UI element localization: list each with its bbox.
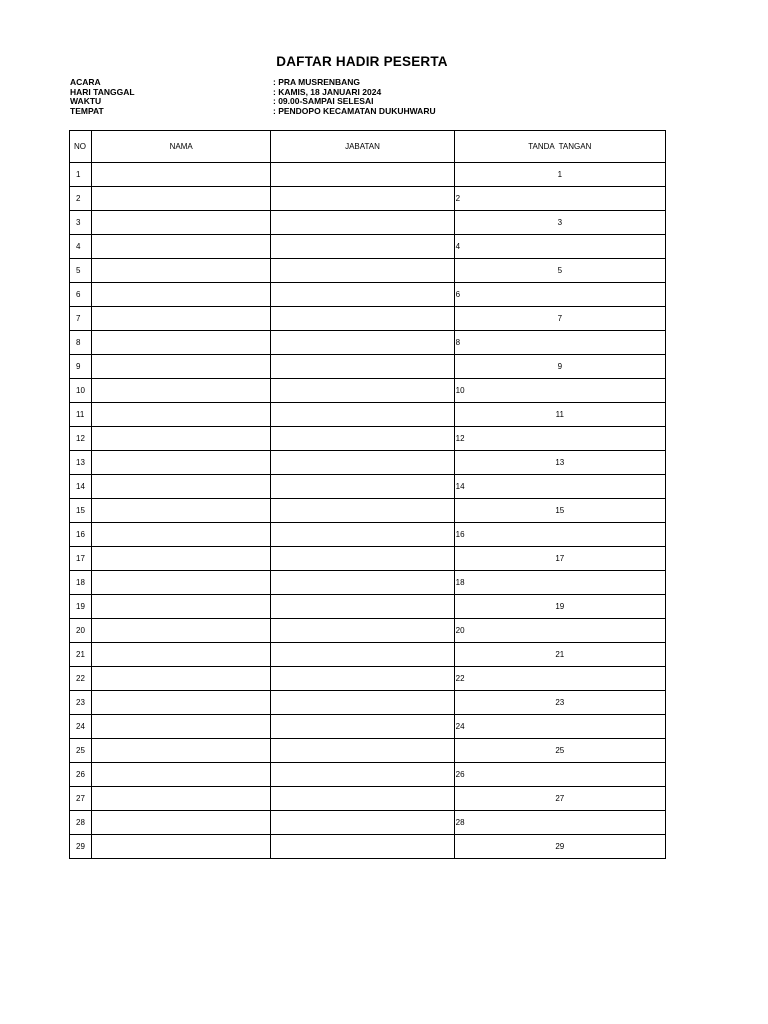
header-nama: NAMA (92, 131, 271, 163)
nama-cell[interactable] (92, 523, 271, 547)
info-value: : 09.00-SAMPAI SELESAI (273, 96, 374, 107)
row-number: 1 (70, 163, 92, 187)
jabatan-cell[interactable] (271, 355, 454, 379)
info-label: HARI TANGGAL (70, 86, 135, 97)
row-number: 22 (70, 667, 92, 691)
table-row (70, 691, 666, 715)
jabatan-cell[interactable] (271, 691, 454, 715)
signature-cell[interactable]: 9 (454, 355, 665, 379)
table-row (70, 163, 666, 187)
row-number: 28 (70, 811, 92, 835)
jabatan-cell[interactable] (271, 595, 454, 619)
jabatan-cell[interactable] (271, 307, 454, 331)
signature-cell[interactable]: 6 (454, 283, 665, 307)
nama-cell[interactable] (92, 451, 271, 475)
nama-cell[interactable] (92, 763, 271, 787)
row-number: 29 (70, 835, 92, 859)
jabatan-cell[interactable] (271, 259, 454, 283)
row-number: 9 (70, 355, 92, 379)
row-number: 21 (70, 643, 92, 667)
row-number: 23 (70, 691, 92, 715)
row-number: 8 (70, 331, 92, 355)
table-row (70, 379, 666, 403)
row-number: 15 (70, 499, 92, 523)
nama-cell[interactable] (92, 691, 271, 715)
table-row (70, 259, 666, 283)
row-number: 12 (70, 427, 92, 451)
row-number: 6 (70, 283, 92, 307)
row-number: 19 (70, 595, 92, 619)
jabatan-cell[interactable] (271, 235, 454, 259)
nama-cell[interactable] (92, 499, 271, 523)
table-body (70, 163, 666, 859)
jabatan-cell[interactable] (271, 571, 454, 595)
table-row (70, 595, 666, 619)
signature-cell[interactable]: 29 (454, 835, 665, 859)
nama-cell[interactable] (92, 163, 271, 187)
row-number: 13 (70, 451, 92, 475)
nama-cell[interactable] (92, 619, 271, 643)
signature-cell[interactable]: 24 (454, 715, 665, 739)
attendance-table (69, 130, 666, 859)
signature-cell[interactable]: 15 (454, 499, 665, 523)
table-row (70, 811, 666, 835)
jabatan-cell[interactable] (271, 715, 454, 739)
jabatan-cell[interactable] (271, 667, 454, 691)
table-row (70, 643, 666, 667)
signature-cell[interactable]: 8 (454, 331, 665, 355)
jabatan-cell[interactable] (271, 763, 454, 787)
table-row (70, 331, 666, 355)
nama-cell[interactable] (92, 379, 271, 403)
row-number: 24 (70, 715, 92, 739)
jabatan-cell[interactable] (271, 499, 454, 523)
nama-cell[interactable] (92, 571, 271, 595)
table-row (70, 715, 666, 739)
info-value: : PENDOPO KECAMATAN DUKUHWARU (273, 105, 436, 116)
row-number: 14 (70, 475, 92, 499)
nama-cell[interactable] (92, 259, 271, 283)
nama-cell[interactable] (92, 739, 271, 763)
row-number: 18 (70, 571, 92, 595)
table-row (70, 547, 666, 571)
signature-cell[interactable]: 20 (454, 619, 665, 643)
nama-cell[interactable] (92, 787, 271, 811)
table-row (70, 835, 666, 859)
jabatan-cell[interactable] (271, 451, 454, 475)
table-row (70, 187, 666, 211)
nama-cell[interactable] (92, 331, 271, 355)
nama-cell[interactable] (92, 475, 271, 499)
signature-cell[interactable]: 13 (454, 451, 665, 475)
nama-cell[interactable] (92, 835, 271, 859)
jabatan-cell[interactable] (271, 283, 454, 307)
signature-cell[interactable]: 18 (454, 571, 665, 595)
header-no: NO (70, 131, 92, 163)
nama-cell[interactable] (92, 667, 271, 691)
jabatan-cell[interactable] (271, 187, 454, 211)
table-row (70, 475, 666, 499)
table-row (70, 523, 666, 547)
table-header-row (70, 131, 666, 163)
row-number: 3 (70, 211, 92, 235)
table-row (70, 739, 666, 763)
row-number: 27 (70, 787, 92, 811)
row-number: 17 (70, 547, 92, 571)
signature-cell[interactable]: 19 (454, 595, 665, 619)
signature-cell[interactable]: 12 (454, 427, 665, 451)
signature-cell[interactable]: 28 (454, 811, 665, 835)
nama-cell[interactable] (92, 235, 271, 259)
info-value: : KAMIS, 18 JANUARI 2024 (273, 86, 382, 97)
jabatan-cell[interactable] (271, 523, 454, 547)
signature-cell[interactable]: 7 (454, 307, 665, 331)
table-row (70, 283, 666, 307)
nama-cell[interactable] (92, 355, 271, 379)
jabatan-cell[interactable] (271, 403, 454, 427)
jabatan-cell[interactable] (271, 643, 454, 667)
row-number: 10 (70, 379, 92, 403)
row-number: 16 (70, 523, 92, 547)
info-label: WAKTU (70, 96, 102, 107)
table-row (70, 763, 666, 787)
jabatan-cell[interactable] (271, 379, 454, 403)
jabatan-cell[interactable] (271, 739, 454, 763)
nama-cell[interactable] (92, 307, 271, 331)
jabatan-cell[interactable] (271, 475, 454, 499)
row-number: 4 (70, 235, 92, 259)
nama-cell[interactable] (92, 595, 271, 619)
row-number: 2 (70, 187, 92, 211)
table-row (70, 403, 666, 427)
signature-cell[interactable]: 2 (454, 187, 665, 211)
table-row (70, 211, 666, 235)
signature-cell[interactable]: 26 (454, 763, 665, 787)
table-row (70, 235, 666, 259)
nama-cell[interactable] (92, 187, 271, 211)
header-tanda-tangan: TANDA TANGAN (454, 131, 665, 163)
table-row (70, 451, 666, 475)
table-row (70, 427, 666, 451)
signature-cell[interactable]: 14 (454, 475, 665, 499)
table-row (70, 787, 666, 811)
info-value: : PRA MUSRENBANG (273, 77, 361, 87)
jabatan-cell[interactable] (271, 163, 454, 187)
table-row (70, 667, 666, 691)
nama-cell[interactable] (92, 283, 271, 307)
nama-cell[interactable] (92, 403, 271, 427)
jabatan-cell[interactable] (271, 619, 454, 643)
signature-cell[interactable]: 3 (454, 211, 665, 235)
jabatan-cell[interactable] (271, 811, 454, 835)
jabatan-cell[interactable] (271, 547, 454, 571)
table-row (70, 307, 666, 331)
row-number: 20 (70, 619, 92, 643)
page-title: DAFTAR HADIR PESERTA (276, 54, 448, 69)
signature-cell[interactable]: 11 (454, 403, 665, 427)
signature-cell[interactable]: 1 (454, 163, 665, 187)
jabatan-cell[interactable] (271, 835, 454, 859)
nama-cell[interactable] (92, 547, 271, 571)
signature-cell[interactable]: 27 (454, 787, 665, 811)
signature-cell[interactable]: 21 (454, 643, 665, 667)
nama-cell[interactable] (92, 811, 271, 835)
signature-cell[interactable]: 10 (454, 379, 665, 403)
jabatan-cell[interactable] (271, 787, 454, 811)
signature-cell[interactable]: 5 (454, 259, 665, 283)
table-row (70, 499, 666, 523)
row-number: 5 (70, 259, 92, 283)
nama-cell[interactable] (92, 643, 271, 667)
table-row (70, 619, 666, 643)
signature-cell[interactable]: 25 (454, 739, 665, 763)
signature-cell[interactable]: 16 (454, 523, 665, 547)
table-row (70, 355, 666, 379)
info-label: ACARA (70, 77, 101, 87)
header-jabatan: JABATAN (271, 131, 454, 163)
signature-cell[interactable]: 23 (454, 691, 665, 715)
nama-cell[interactable] (92, 715, 271, 739)
row-number: 11 (70, 403, 92, 427)
jabatan-cell[interactable] (271, 427, 454, 451)
signature-cell[interactable]: 22 (454, 667, 665, 691)
row-number: 7 (70, 307, 92, 331)
jabatan-cell[interactable] (271, 331, 454, 355)
signature-cell[interactable]: 4 (454, 235, 665, 259)
nama-cell[interactable] (92, 427, 271, 451)
jabatan-cell[interactable] (271, 211, 454, 235)
nama-cell[interactable] (92, 211, 271, 235)
row-number: 26 (70, 763, 92, 787)
info-label: TEMPAT (70, 105, 104, 116)
row-number: 25 (70, 739, 92, 763)
signature-cell[interactable]: 17 (454, 547, 665, 571)
table-row (70, 571, 666, 595)
